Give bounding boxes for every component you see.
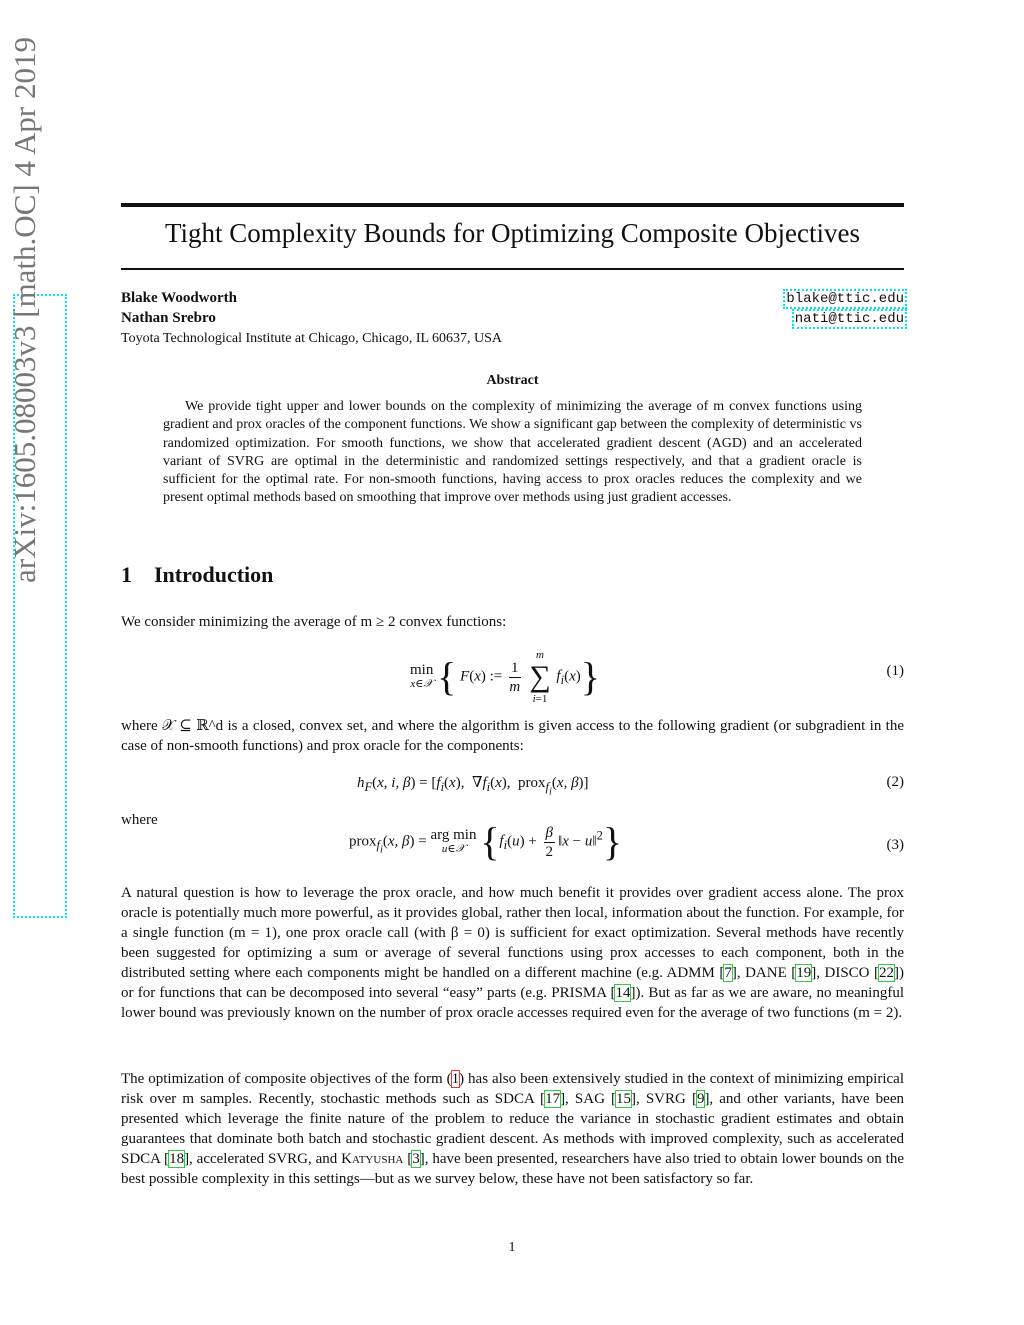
- citation-7[interactable]: 7: [724, 965, 732, 981]
- citation-15[interactable]: 15: [616, 1091, 631, 1107]
- author-email-2[interactable]: nati@ttic.edu: [794, 311, 904, 327]
- intro-sentence: We consider minimizing the average of m ≥ 2 convex functions:: [121, 614, 507, 630]
- equation-number-1: (1): [886, 663, 904, 679]
- author-email-1[interactable]: blake@ttic.edu: [786, 291, 904, 307]
- where-label: where: [121, 812, 158, 828]
- citation-3[interactable]: 3: [412, 1151, 420, 1167]
- title-rule-top: [121, 203, 904, 207]
- abstract-heading: Abstract: [486, 373, 539, 388]
- equation-2: $h_F(x$, i, $\beta) = [f_i(x)$, $\nabla f_i(x)$, prox$_{f_i}$(x, β)]: [357, 775, 589, 798]
- equation-reference-1[interactable]: 1: [451, 1071, 460, 1087]
- page-number: 1: [508, 1240, 516, 1255]
- equation-number-2: (2): [886, 774, 904, 790]
- author-name-2: Nathan Srebro: [121, 310, 216, 326]
- equation-1: min x∈𝒳 { F(x) := $\frac{1}{m}$ m ∑ i=1 $f_i(x)$}: [410, 649, 600, 705]
- citation-14[interactable]: 14: [615, 985, 631, 1001]
- citation-19[interactable]: 19: [796, 965, 812, 981]
- abstract-text: We provide tight upper and lower bounds on the complexity of minimizing the average of m convex functions using gradient and prox oracles of the component functions. We show a significant gap between the complexity of deterministic vs randomized optimization. For smooth functions, we show that accelerated gradient descent (AGD) and an accelerated variant of SVRG are optimal in the deterministic and randomized settings respectively, and that a gradient oracle is sufficient for the optimal rate. For non-smooth functions, having access to prox oracles reduces the complexity and we present optimal methods based on smoothing that improve over methods using just gradient accesses.: [163, 399, 862, 506]
- section-heading: [121, 562, 273, 588]
- citation-17[interactable]: 17: [545, 1091, 561, 1107]
- affiliation: Toyota Technological Institute at Chicago, Chicago, IL 60637, USA: [121, 331, 503, 346]
- citation-22[interactable]: 22: [879, 965, 895, 981]
- title-rule-bottom: [121, 268, 904, 270]
- author-name-1: Blake Woodworth: [121, 290, 237, 306]
- paragraph-composite: The optimization of composite objectives of the form (1) has also been extensively studied in the context of minimizing empirical risk over m samples. Recently, stochastic methods such as SDCA [17], SAG [15], SVRG [9], and other variants, have been presented which leverage the finite nature of the problem to reduce the variance in stochastic gradient estimates and obtain guarantees that dominate both batch and stochastic gradient descent. As methods with improved complexity, such as accelerated SDCA [18], accelerated SVRG, and Katyusha [3], have been presented, researchers have also tried to obtain lower bounds on the best possible complexity in this settings—but as we survey below, these have not been satisfactory so far.: [121, 1071, 905, 1187]
- arxiv-identifier[interactable]: arXiv:1605.08003v3 [math.OC] 4 Apr 2019: [7, 37, 42, 583]
- paper-title: Tight Complexity Bounds for Optimizing Composite Objectives: [165, 218, 860, 248]
- section-title: Introduction: [154, 562, 274, 587]
- paragraph-where-1: where 𝒳 ⊆ ℝ^d is a closed, convex set, and where the algorithm is given access to the following gradient (or subgradient in the case of non-smooth functions) and prox oracle for the components:: [121, 718, 904, 754]
- paragraph-prox-question: A natural question is how to leverage the prox oracle, and how much benefit it provides over gradient access alone. The prox oracle is potentially much more powerful, as it provides global, rather then local, information about the function. For example, for a single function (m = 1), one prox oracle call (with β = 0) is sufficient for exact optimization. Several methods have recently been suggested for optimizing a sum or average of several functions using prox accesses to each component, both in the distributed setting where each components might be handled on a different machine (e.g. ADMM [7], DANE [19], DISCO [22]) or for functions that can be decomposed into several “easy” parts (e.g. PRISMA [14]). But as far as we are aware, no meaningful lower bound was previously known on the number of prox oracle accesses required even for the average of two functions (m = 2).: [121, 885, 905, 1021]
- citation-9[interactable]: 9: [696, 1091, 705, 1107]
- section-number: 1: [121, 562, 132, 587]
- equation-3: prox$_{f_i}$(x, β) = arg min u∈𝒳 {$f_i(u)$ + $\frac{\beta}{2}$ ‖x − u‖$^2$}: [349, 819, 623, 864]
- citation-18[interactable]: 18: [169, 1151, 185, 1167]
- equation-number-3: (3): [886, 837, 904, 853]
